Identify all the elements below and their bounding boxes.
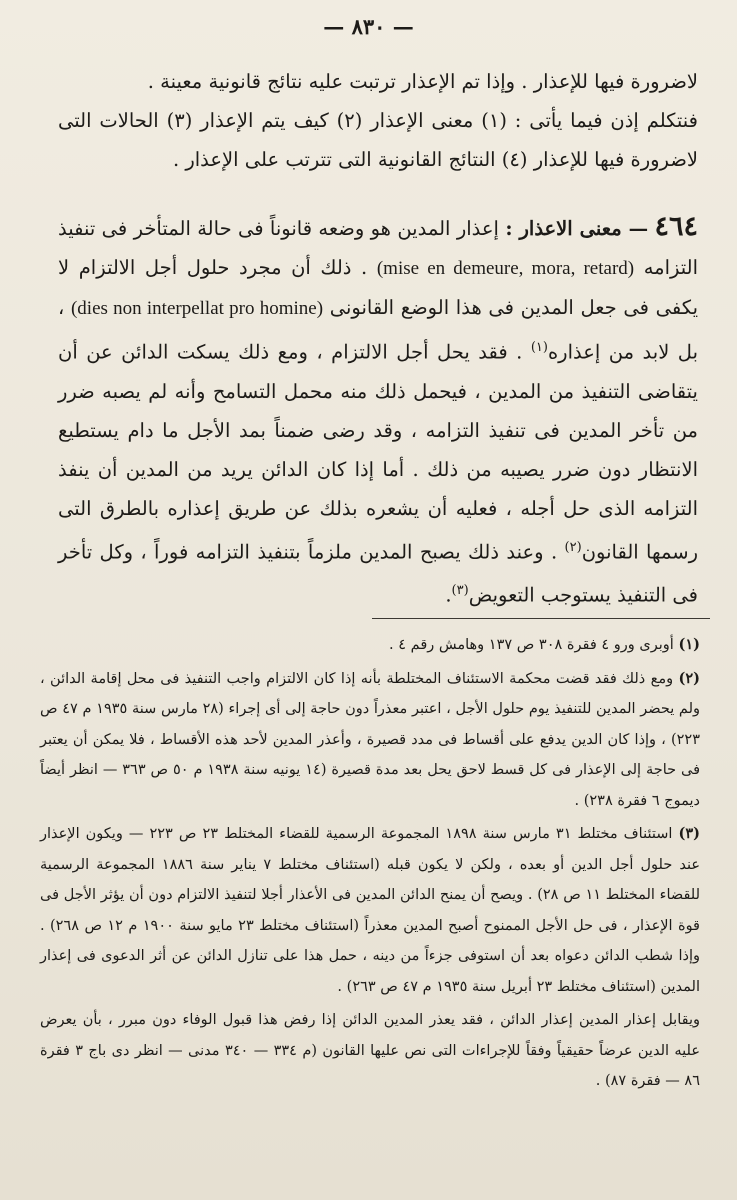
section-text-part-a: إعذار المدين هو وضعه قانوناً فى حالة المتأخر فى تنفيذ التزامه — [58, 217, 699, 279]
latin-term-mise-en-demeure: (mise en demeure, mora, retard) — [376, 258, 635, 279]
footnote-divider — [372, 618, 710, 619]
footnote-2 — [40, 664, 700, 817]
footnote-2-text: ومع ذلك فقد قضت محكمة الاستئناف المختلطة بأنه إذا كان الالتزام واجب التنفيذ فى محل إقامة الدائن ، ولم يحضر المدين للتنفيذ يوم حلول الأجل ، اعتبر معذراً دون حاجة إلى أى إجراء (٢٨ مارس سنة ١٩٣٥ م ٤٧ ص ٢٢٣) ، وإذا كان الدين يدفع على أقساط فى مدد قصيرة ، وأعذر المدين لأحد هذه الأقساط ، فلا يمكن أن يعتبر فى حاجة إلى الإعذار فى كل قسط لاحق يحل بعد مدة قصيرة (١٤ يونيه سنة ١٩٣٨ م ٥٠ ص ٣٦٣ — انظر أيضاً ديموج ٦ فقرة ٢٣٨) . — [40, 670, 701, 809]
latin-term-dies-non: (dies non interpellat pro homine) — [70, 298, 324, 319]
footnote-2-number: (٢) — [678, 669, 700, 687]
section-text-part-d: . فقد يحل أجل الالتزام ، ومع ذلك يسكت الدائن عن أن يتقاضى التنفيذ من المدين ، فيحمل ذلك منه محمل التسامح وأنه لم يصبه ضرر من تأخر المدين فى تنفيذ التزامه ، وقد رضى ضمناً بمد الأجل ما دام يستطيع الانتظار دون ضرر يصيبه من ذلك . أما إذا كان الدائن يريد من المدين أن ينفذ التزامه الذى حل أجله ، فعليه أن يشعره بذلك عن طريق إعذاره بالطرق التى رسمها القانون — [58, 340, 699, 563]
footnote-3-continuation: ويقابل إعذار المدين إعذار الدائن ، فقد يعذر المدين الدائن إذا رفض هذا قبول الوفاء دون مبرر ، بأن يعرض عليه الدين عرضاً حقيقياً وفقاً للإجراءات التى نص عليها القانون (م ٣٣٤ — ٣٤٠ مدنى — انظر دى باج ٣ فقرة ٨٦ — فقرة ٨٧) . — [40, 1012, 701, 1089]
section-text-part-c: ، بل لابد من إعذاره — [58, 296, 699, 364]
section-text-part-f: . — [445, 583, 452, 607]
footnote-ref-3: (٣) — [451, 583, 469, 598]
section-text-part-e: . وعند ذلك يصبح المدين ملزماً بتنفيذ التزامه فوراً ، وكل تأخر فى التنفيذ يستوجب التعويض — [58, 540, 698, 607]
footnote-3 — [40, 819, 700, 1002]
footnote-1-text: أوبرى ورو ٤ فقرة ٣٠٨ ص ١٣٧ وهامش رقم ٤ . — [389, 637, 674, 653]
section-464-paragraph — [58, 207, 698, 615]
section-title: — معنى الاعذار : — [505, 217, 649, 240]
footnote-3-text: استئناف مختلط ٣١ مارس سنة ١٨٩٨ المجموعة الرسمية للقضاء المختلط ٢٣ ص ٢٢٣ — ويكون الإعذار عند حلول أجل الدين أو بعده ، ولكن لا يكون قبله (استئناف مختلط ٧ يناير سنة ١٨٨٦ المجموعة الرسمية للقضاء المختلط ١١ ص ٢٨) . ويصح أن يمنح الدائن المدين فى الأعذار أجلا لتنفيذ الالتزام دون أن يؤثر الأجل فى قوة الإعذار ، فى حل الأجل الممنوح أصبح المدين معذراً (استئناف مختلط ٢٣ مايو سنة ١٩٠٠ م ١٢ ص ٢٦٨) . وإذا شطب الدائن دعواه بعد أن استوفى جزءاً من دينه ، حمل هذا على تنازل الدائن عن أثر الدعوى فى إعذار المدين (استئناف مختلط ٢٣ أبريل سنة ١٩٣٥ م ٤٧ ص ٢٦٣) . — [40, 826, 701, 995]
intro-paragraph-2: فنتكلم إذن فيما يأتى : (١) معنى الإعذار (٢) كيف يتم الإعذار (٣) الحالات التى لاضرورة فيها للإعذار (٤) النتائج القانونية التى تترتب على الإعذار . — [58, 109, 699, 171]
section-text-part-b: . ذلك أن مجرد حلول أجل الالتزام لا يكفى فى جعل المدين فى هذا الوضع القانونى — [58, 256, 698, 319]
intro-paragraph-1: لاضرورة فيها للإعذار . وإذا تم الإعذار ترتبت عليه نتائج قانونية معينة . — [147, 70, 698, 93]
page-number: — ٨٣٠ — — [323, 14, 414, 39]
footnote-1-number: (١) — [678, 636, 700, 653]
footnote-ref-1: (١) — [530, 340, 548, 355]
footnote-ref-2: (٢) — [564, 539, 582, 555]
section-number: ٤٦٤ — [654, 211, 699, 242]
footnote-3-number: (٣) — [678, 825, 701, 842]
main-text — [58, 62, 698, 615]
footnote-1 — [40, 630, 700, 661]
footnotes — [40, 630, 700, 1100]
